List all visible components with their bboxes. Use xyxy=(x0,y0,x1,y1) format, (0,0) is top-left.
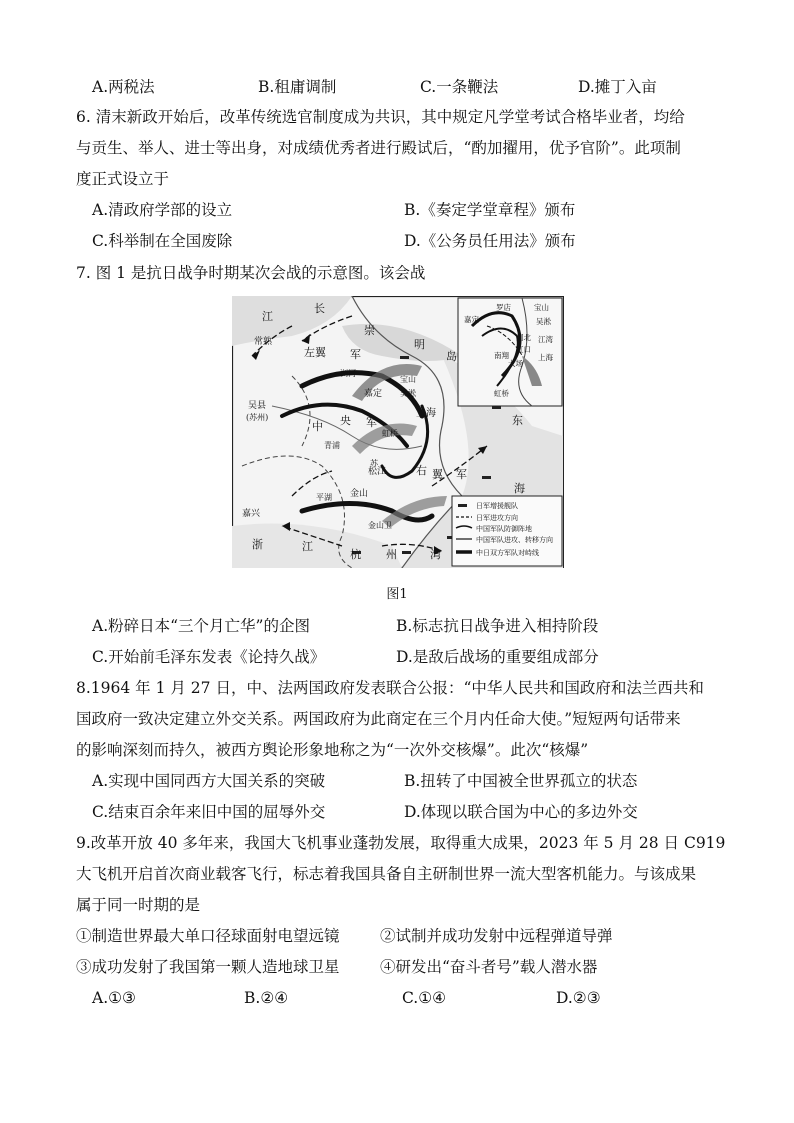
map-label-you: 右 xyxy=(416,464,427,477)
inset-label-baoshan: 宝山 xyxy=(534,303,549,312)
map-label-hai: 海 xyxy=(514,482,525,495)
map-label-jun-2: 军 xyxy=(366,416,377,429)
inset-label-hongqiao: 虹桥 xyxy=(494,389,509,398)
q9-item-2: ②试制并成功发射中远程弹道导弹 xyxy=(380,927,613,945)
map-label-jinshan: 金山 xyxy=(350,489,369,499)
q5-option-a: A.两税法 xyxy=(92,78,155,96)
q8-option-c: C.结束百余年来旧中国的屈辱外交 xyxy=(92,803,326,821)
map-label-jiang: 江 xyxy=(262,310,273,323)
legend-item-4: 中国军队进攻、转移方向 xyxy=(476,536,553,544)
inset-label-zhabei: 闸北 xyxy=(516,333,531,342)
map-label-suzhou: (苏州) xyxy=(246,413,269,422)
q9-item-1: ①制造世界最大单口径球面射电望远镜 xyxy=(76,927,340,945)
map-label-zuoyi: 左翼 xyxy=(304,346,326,359)
legend-item-1: 日军增援舰队 xyxy=(476,502,518,510)
inset-label-dachang: 大场 xyxy=(508,359,523,368)
q9-option-a: A.①③ xyxy=(92,989,136,1007)
q5-option-b: B.租庸调制 xyxy=(258,78,337,96)
q7-option-b: B.标志抗日战争进入相持阶段 xyxy=(396,617,599,635)
map-label-chong: 崇 xyxy=(364,324,375,337)
map-label-jiaxing: 嘉兴 xyxy=(242,509,261,519)
map-label-hang: 杭 xyxy=(350,548,361,561)
q9-stem-line-2: 大飞机开启首次商业载客飞行，标志着我国具备自主研制世界一流大型客机能力。与该成果 xyxy=(76,865,697,883)
figure-caption: 图1 xyxy=(386,587,408,602)
q9-item-4: ④研发出“奋斗者号”载人潜水器 xyxy=(380,958,598,976)
q6-stem-line-3: 度正式设立于 xyxy=(76,170,170,188)
inset-label-jiading: 嘉定 xyxy=(464,315,479,324)
q9-stem-line-3: 属于同一时期的是 xyxy=(76,896,201,914)
q6-option-b: B.《奏定学堂章程》颁布 xyxy=(404,201,576,219)
map-label-jun-3: 军 xyxy=(456,468,467,481)
map-label-liuhe: 浏河 xyxy=(340,369,356,378)
q6-option-c: C.科举制在全国废除 xyxy=(92,232,233,250)
q8-stem-line-1: 8.1964 年 1 月 27 日，中、法两国政府发表联合公报：“中华人民共和国政府和法兰西共和 xyxy=(76,679,704,697)
map-label-shanghai: 上海 xyxy=(416,408,436,419)
q9-option-c: C.①④ xyxy=(402,989,447,1007)
q7-option-c: C.开始前毛泽东发表《论持久战》 xyxy=(92,648,326,666)
map-label-yang: 央 xyxy=(340,414,351,427)
inset-label-luodian: 罗店 xyxy=(496,303,511,312)
map-label-jinshanwei: 金山卫 xyxy=(368,521,392,530)
q8-option-b: B.扭转了中国被全世界孤立的状态 xyxy=(404,772,638,790)
q9-item-3: ③成功发射了我国第一颗人造地球卫星 xyxy=(76,958,340,976)
map-label-wan: 湾 xyxy=(430,548,441,561)
q6-option-d: D.《公务员任用法》颁布 xyxy=(404,232,576,250)
map-label-zhe: 浙 xyxy=(252,538,263,551)
q5-option-c: C.一条鞭法 xyxy=(420,78,499,96)
legend-item-5: 中日双方军队对峙线 xyxy=(476,549,539,557)
map-label-wusong: 吴淞 xyxy=(400,389,416,398)
map-label-jiang-2: 江 xyxy=(302,540,313,553)
q9-stem-line-1: 9.改革开放 40 多年来，我国大飞机事业蓬勃发展，取得重大成果，2023 年 5 月 28 日 C919 xyxy=(76,834,726,852)
map-legend xyxy=(452,496,562,566)
q6-stem-line-2: 与贡生、举人、进士等出身，对成绩优秀者进行殿试后，“酌加擢用，优予官阶”。此项制 xyxy=(76,139,681,157)
legend-item-2: 日军进攻方向 xyxy=(476,514,518,522)
q8-option-d: D.体现以联合国为中心的多边外交 xyxy=(404,803,638,821)
q6-stem-line-1: 6. 清末新政开始后，改革传统选官制度成为共识，其中规定凡学堂考试合格毕业者，均给 xyxy=(76,108,685,126)
map-label-wuxian: 吴县 xyxy=(248,401,267,411)
map-label-yi: 翼 xyxy=(432,468,443,481)
map-label-dong: 东 xyxy=(512,414,523,427)
map-label-zhou: 州 xyxy=(386,548,397,561)
map-label-qingpu: 青浦 xyxy=(324,441,340,450)
map-label-jun-1: 军 xyxy=(350,348,361,361)
map-label-changshu: 常熟 xyxy=(254,337,273,347)
q9-option-d: D.②③ xyxy=(556,989,601,1007)
q7-stem-line-1: 7. 图 1 是抗日战争时期某次会战的示意图。该会战 xyxy=(76,264,426,282)
map-label-zhong: 中 xyxy=(312,420,323,433)
map-label-hongqiao: 虹桥 xyxy=(382,429,398,438)
q7-option-a: A.粉碎日本“三个月亡华”的企图 xyxy=(92,617,310,635)
q6-option-a: A.清政府学部的设立 xyxy=(92,201,233,219)
inset-map xyxy=(458,298,562,406)
map-label-songjiang: 松江 xyxy=(368,467,387,477)
battle-map-figure xyxy=(232,296,564,568)
map-label-chang: 长 xyxy=(314,302,325,315)
q8-stem-line-2: 国政府一致决定建立外交关系。两国政府为此商定在三个月内任命大使。”短短两句话带来 xyxy=(76,710,681,728)
map-label-dao: 岛 xyxy=(446,350,457,363)
map-label-jiading: 嘉定 xyxy=(364,389,383,399)
inset-label-shanghai: 上海 xyxy=(538,353,553,362)
q7-option-d: D.是敌后战场的重要组成部分 xyxy=(396,648,599,666)
map-label-ming: 明 xyxy=(414,338,425,351)
inset-label-jiangwan: 江湾 xyxy=(538,335,553,344)
q8-option-a: A.实现中国同西方大国关系的突破 xyxy=(92,772,326,790)
q5-option-d: D.摊丁入亩 xyxy=(578,78,657,96)
inset-label-hongkou: 虹口 xyxy=(516,345,531,354)
inset-label-wusong: 吴淞 xyxy=(536,317,551,326)
inset-label-nanxiang: 南翔 xyxy=(494,351,509,360)
map-label-baoshan: 宝山 xyxy=(400,375,416,384)
legend-item-3: 中国军队防御阵地 xyxy=(476,525,532,533)
map-label-pinghu: 平湖 xyxy=(316,493,332,502)
map-label-su: 苏 xyxy=(370,459,378,468)
q9-option-b: B.②④ xyxy=(244,989,289,1007)
q8-stem-line-3: 的影响深刻而持久，被西方舆论形象地称之为“一次外交核爆”。此次“核爆” xyxy=(76,741,589,759)
